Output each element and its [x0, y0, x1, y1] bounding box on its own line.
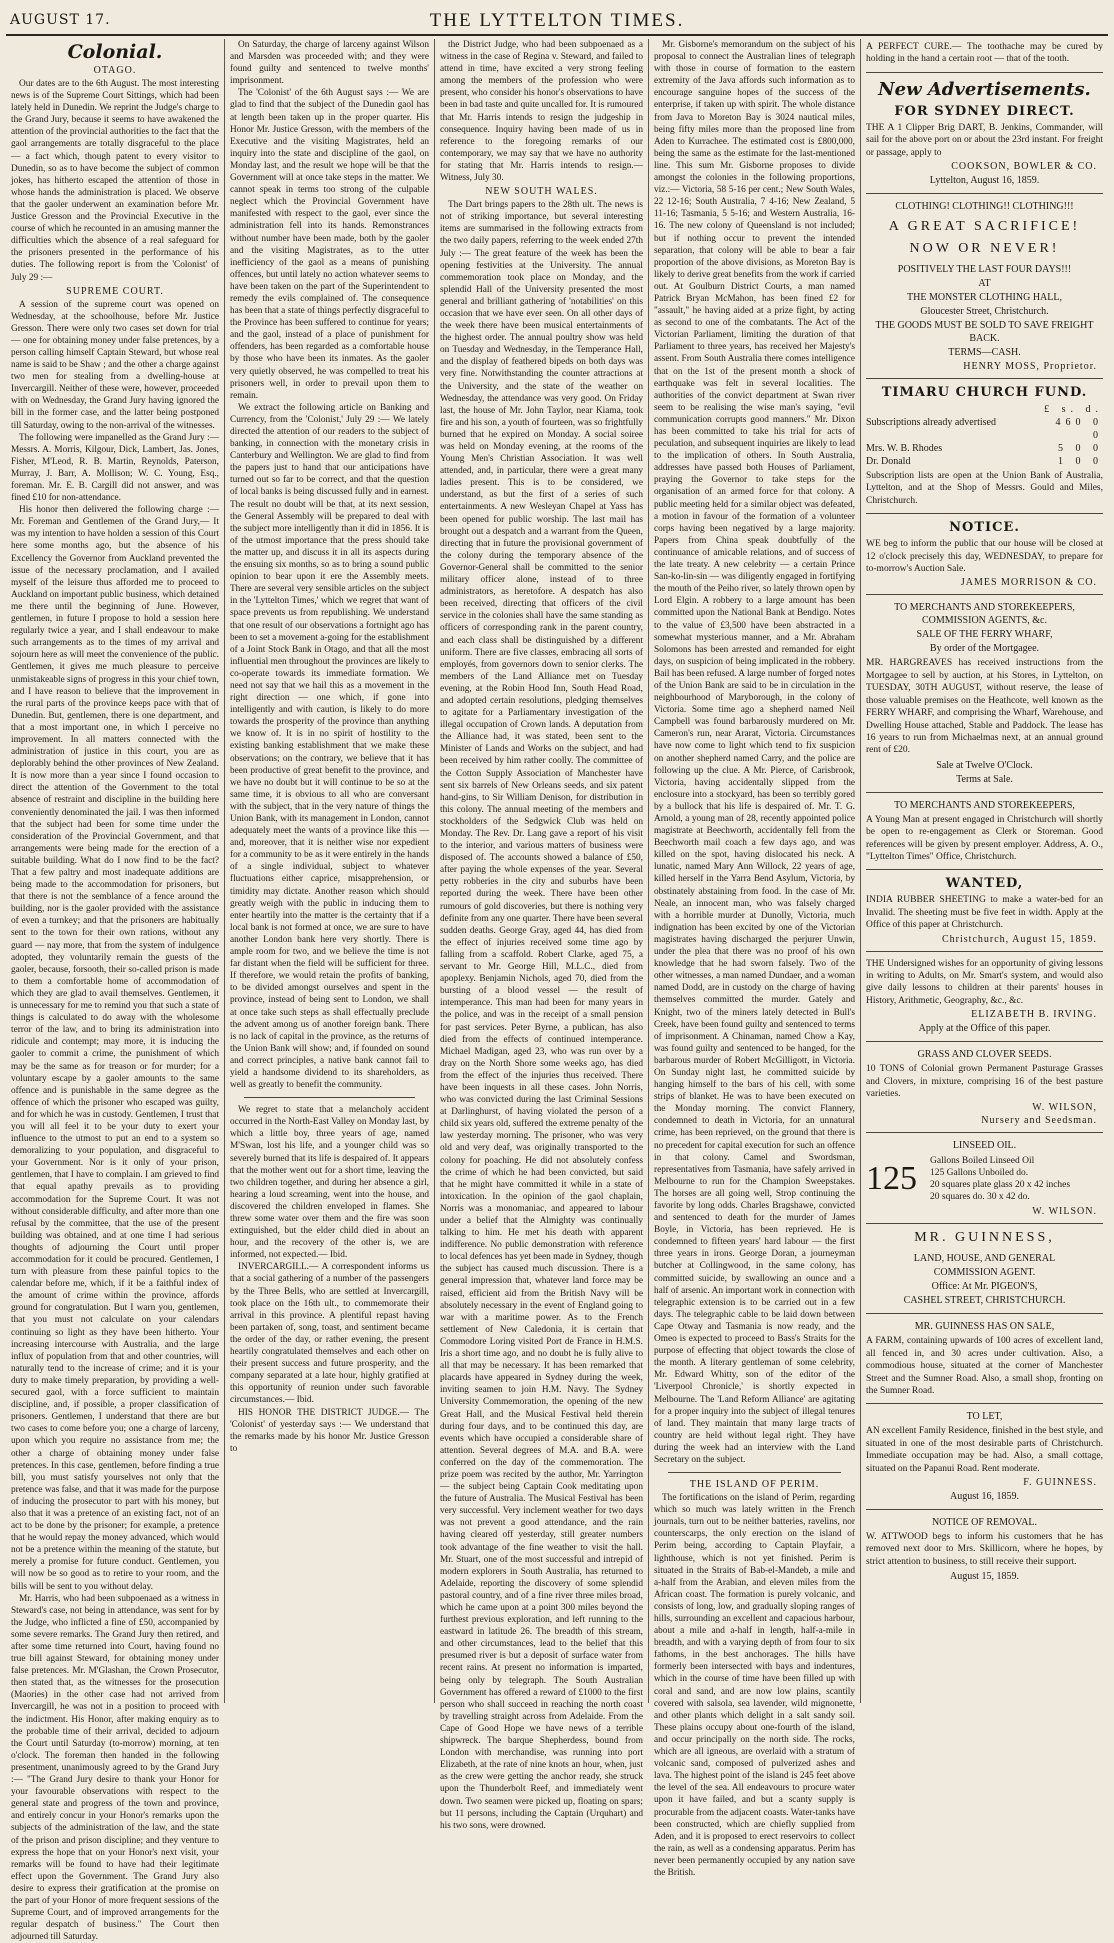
ad-ferry-body: MR. HARGREAVES has received instructions from the Mortgagee to sell by auction, at his Stores, in Lyttelton, on TUESDAY, 30TH AUGUST, without reserve, the lease of those valuable premises on the Heathcote, well known as the FERRY WHARF, and comprising the Wharf, Warehouse, and Dwelling House attached, Stable and Paddock. The lease has 16 years to run from Michaelmas next, at an annual ground rent of £20. — [866, 658, 1103, 756]
divider — [668, 1472, 841, 1473]
article-larceny: On Saturday, the charge of larceny against Wilson and Marsden was proceeded with; and they were found guilty and sentenced to twelve months' imprisonment. — [230, 40, 429, 87]
ad-clothing-l6: THE MONSTER CLOTHING HALL, — [907, 292, 1062, 304]
ad-wanted-body: INDIA RUBBER SHEETING to make a water-bed for an Invalid. The sheeting must be five feet in width. Apply at the Office of this paper at Christchurch. — [866, 895, 1103, 931]
article-accident: We regret to state that a melancholy accident occurred in the North-East Valley on Monday last, by which a little boy, three years of age, named M'Swan, lost his life, and a younger child was so severely burned that its life is despaired of. It appears that the mother went out for a short time, leaving the two children together, and during her absence a girl, hearing a loud screaming, went into the house, and discovered the children enveloped in flames. She threw some water over them and the fire was soon extinguished, but the elder child died in about an hour, and the recovery of the other is, we are informed, not expected.— Ibid. — [230, 1105, 429, 1261]
ad-tolet-title: TO LET, — [966, 1411, 1003, 1423]
article-island-of-perim: The fortifications on the island of Perim, regarding which so much was lately written in the French journals, turn out to be neither batteries, ravelins, nor counterscarps, the only erection on the island of Perim being, according to Captain Playfair, a lighthouse, which is not yet finished. Perim is situated in the Straits of Bab-el-Mandeb, a mile and a-half from the Arabian, and eleven miles from the African coast. The formation is purely volcanic, and consists of long, low, and gradually sloping ranges of hills, surrounding an excellent and capacious harbour, about a mile and a-half in length, half-a-mile in breadth, and with a varying depth of from four to six fathoms, in the best anchorages. The hills have formerly been intersected with bays and indentures, which in the course of time have been filled up with coral and sand, and are now low plains, scantily covered with salsola, sea lavender, wild mignonette, and other plants which delight in a salt sandy soil. These plains occupy about one-fourth of the island, and occur principally on the north side. The rocks, which are all igneous, are overlaid with a stratum of volcanic sand, composed of pulverized ashes and lava. The highest point of the island is 245 feet above the level of the sea. All endeavours to procure water upon it have failed, and but a scanty supply is procurable from the adjacent coasts. Water-tanks have been constructed, which are chiefly supplied from Aden, and it is proposed to erect reservoirs to collect the rain, as well as a condensing apparatus. Perim has never been permanently occupied by any nation save the British. — [654, 1493, 856, 1878]
ad-clothing-l3: NOW OR NEVER! — [909, 241, 1060, 257]
article-otago-intro: Our dates are to the 6th August. The most interesting news is of the Supreme Court Sittings, which had been lately held in Dunedin. We reprint the Judge's charge to the Grand Jury, because it seems to have awakened the attention of the provincial authorities to the fact that the gaol arrangements are totally disgraceful to the place — a fact which, though patent to every visitor to Dunedin, so as to have become the subject of common jokes, has hitherto escaped the attention of those in whose hands the administration is placed. We observe that the gaoler underwent an examination before Mr. Justice Gresson and the Provincial Executive in the course of which he recounted in an amusing manner the difficulties which the absence of a real safeguard for the prisoners presented in the performance of his duties. The following report is from the 'Colonist' of July 29 :— — [11, 79, 219, 283]
article-new-south-wales: The Dart brings papers to the 28th ult. The news is not of striking importance, but several interesting items are summarised in the following extracts from the two daily papers, referring to the week ended 27th July :— The great feature of the week has been the opening festivities at the University. The annual commemoration took place on Monday, and the splendid Hall of the University presented the most general and brilliant gathering of 'notabilities' on this occasion that we have ever seen. On all other days of the week there have been musical entertainments of the highest order. The annual poultry show was held on Tuesday and Wednesday, in the Temperance Hall, and the display of feathered bipeds on both days was very fine. Notwithstanding the counter attractions at the University, and the state of the weather on Wednesday, the attendance was very good. On Friday last, the house of Mr. John Taylor, near Kiama, took fire and his son, a youth of fourteen, was so frightfully burned that he expired on Monday. A social soiree was held on Monday evening, at the rooms of the Young Men's Christian Association. It was well attended, and, in particular, there were a great many ladies present. This is to be considered, we understand, as but the first of a series of such entertainments. A new Wesleyan Chapel at Yass has been opened for public worship. The last mail has brought out a despatch and a warrant from the Queen, directing that in future the provisional government of the colony during the temporary absence of the Governor-General shall be committed to the senior military officer alone, instead of to three administrators, as heretofore. A despatch has also been received, directing that officers of the civil service in the colonies shall have the same standing as officers of corresponding rank in the parent country, and each class shall be distinguished by a different uniform. There are five classes, embracing all sorts of employés, from governors down to senior clerks. The members of the Land Alliance met on Tuesday evening, at the Robin Hood Inn, South Head Road, and adopted certain resolutions, pledging themselves to agitate for a Parliamentary investigation of the illegal occupation of Crown lands. A deputation from the Alliance had, it was stated, been sent to the Minister of Lands and Works on the subject, and had been received by him rather coolly. The committee of the Cotton Supply Association of Manchester have sent six barrels of New Orleans seeds, and six patent hand-gins, to Sir William Denison, for distribution in this colony. The annual meeting of the members and stockholders of the Sedgwick Club was held on Monday. The Rev. Dr. Lang gave a report of his visit to the interior, and various matters of business were disposed of. The accounts showed a balance of £50, after paying the whole expenses of the year. Several petty robberies in the city and suburbs have been reported during the week. There have been other rumours of gold discoveries, but there is nothing very definite from any one quarter. There have been several sudden deaths. George Gray, aged 44, has died from the effect of injuries received some time ago by falling from a scaffold. Robert Clarke, aged 75, a servant to Mr. George Hill, M.L.C., died from apoplexy. Benjamin Nichols, aged 70, died from the bursting of a blood vessel — the result of intemperance. This man had been for many years in the police, and was in the receipt of a small pension for past services. Peter Byrne, a publican, has also died from the effects of continued intemperance. Michael Madigan, aged 23, who was run over by a dray on the North Shore some weeks ago, has died from the effect of the injuries thus received. There have been inquests in all these cases. John Norris, who was convicted during the last Criminal Sessions at Darlinghurst, of having violated the person of a child six years old, suffered the extreme penalty of the law yesterday morning. The prisoner, who was very old and very deaf, was originally transported to the colony for poaching. He did not absolutely confess the crime of which he had been convicted, but said that he might have committed it while in a state of intoxication. In the opinion of the gaol chaplain, Norris was a monomaniac, and appeared to labour under a belief that the Almighty was continually talking to him. He met his death with apparent indifference. No public demonstration with reference to local defences has yet been made in Sydney, though the subject has caused much discussion. There is a general impression that, whatever land force may be raised, efficient aid from the British Navy will be absolutely necessary in the event of England going to war with a maritime power. As to the French settlement of New Caledonia, it is certain that Commodore Loring visited Port de France in H.M.S. Iris a short time ago, and no doubt he is fully alive to all that may be necessary. It has been remarked that placards have appeared in Sydney during the week, inviting seamen to join H.M. Navy. The Sydney University Commemoration, the opening of the new Great Hall, and the Musical Festival held therein during four days, and to be continued this day, are events which have occupied a considerable share of attention. Several degrees of M.A. and B.A. were conferred on the day of the commemoration. The prize poem was recited by the author, Mr. Yarrington — the subject being Captain Cook meditating upon the future of Australia. The Musical Festival has been very successful. Very inclement weather for two days was not prevent a good attendance, and the rain having cleared off yesterday, still greater numbers took advantage of the fine weather to visit the hall. Mr. Stuart, one of the most successful and intrepid of modern explorers in South Australia, has returned to Adelaide, reporting the discovery of some splendid pastoral country, and of a fine river three miles broad, which he came upon at a point 300 miles beyond the furthest previous exploration, and left running to the eastward in latitude 26. The breadth of this stream, and other circumstances, lead to the belief that this presumed river is but a deposit of surface water from recent rains. At present no information is imparted, being only by telegraph. The South Australian Government has offered a reward of £1000 to the first person who shall succeed in reaching the north coast by travelling straight across from Adelaide. From the Cape of Good Hope we have news of a terrible shipwreck. The barque Shepherdess, bound from London with merchandise, was running into port Elizabeth, at the rate of nine knots an hour, when, just as the crew were getting the anchor ready, she struck upon the Thunderbolt Reef, and immediately went down. Two seamen were picked up, floating on spars; but 11 persons, including the Captain (Urquhart) and his two sons, were drowned. — [440, 200, 643, 1831]
article-supreme-court: A session of the supreme court was opened on Wednesday, at the schoolhouse, before Mr. Justice Gresson. There were only two cases set down for trial — one for obtaining money under false pretences, by a person calling himself Captain Steward, but whose real name is said to be Shaw ; and the other a charge against two men for stealing from a dwelling-house at Invercargill. Neither of these were, however, proceeded with on Wednesday, the Grand Jury having ignored the bill in the former case, and the latter being postponed till Saturday, owing to the non-arrival of the witnesses. — [11, 299, 219, 431]
ad-wanted-title: WANTED, — [945, 876, 1024, 892]
section-heading-colonial: Colonial. — [67, 41, 163, 63]
divider — [866, 1132, 1103, 1133]
article-judge-charge: His honor then delivered the following charge :— Mr. Foreman and Gentlemen of the Grand Jury,— It was my intention to have holden a session of this Court here some months ago, but the absence of his Excellency the Governor from Auckland prevented the issue of the necessary proclamation, and I availed myself of the leisure thus afforded me to proceed to Auckland on important public business, which detained me there until the beginning of June. However, gentlemen, in future I propose to hold a session here regularly twice a year, and I shall endeavour to make such arrangements as to the times of my arrival and sojourn here as will meet the convenience of the public. Gentlemen, it gives me much pleasure to perceive unmistakeable signs of progress in this your chief town, and I have reason to believe that the improvement in the rural parts of the province keeps pace with that of Dunedin. But, gentlemen, there is one department, and that a most important one, in which I perceive no improvement. In all matters connected with the administration of justice in this court, you are as deplorably behind the other provinces of New Zealand. It is now more than a year since I found occasion to direct the attention of the Government to the total absence of restraint and discipline in the building here conveniently denominated the jail. I was then informed that the subject had been for some time under the consideration of the Provincial Government, and that arrangements were being made for the erection of a suitable building. What do I now find to be the fact? That a few paltry and most inadequate additions are being made to the accommodation for prisoners, but that there is not the semblance of a fence around the building, nor is the gaoler provided with the assistance of even a turnkey; and that the prisoners are habitually sent to the town for their own rations, without any guard — nay more, that from the system of indulgence adopted, they voluntarily remain the guests of the gaoler, because, forsooth, their so-called prison is made to them a comfortable home of accommodation of which they are glad to avail themselves. Gentlemen, it is unnecessary for me to remind you that such a state of things is calculated to do away with the wholesome terror of the law, and to bring its administration into ridicule and contempt; may more, it is inducing the gaoler to commit a crime, the punishment of which may be the same as for treason or for murder; for a voluntary escape by a gaoler amounts to the same offence and is punishable in the same degree as the offence of which the prisoner who escaped was guilty, and for which he was in custody. Gentlemen, I trust that you will all feel it to be your duty to exert your influence to the utmost to put an end to a system so demoralizing to your population, and disgraceful to your Government. Nor is it only of your prison, gentlemen, that I have to complain. I am grieved to find that equal apathy prevails as to providing accommodation for the Supreme Court. It was not without considerable difficulty, and after more than one refusal by the committee, that the use of the present building was obtained, and at one time I had serious thoughts of adjourning the Court until proper accommodation for it could be procured. Gentlemen, I turn with pleasure from these painful topics to the calendar before me, which, if it be a faithful index of the amount of crime within the province, affords ground for congratulation. But I warn you, gentlemen, that you must not calculate on your calendars continuing so light as they have been hitherto. Your increasing intercourse with Australia, and the large influx of population from that and other countries, will naturally tend to the increase of crime; and it is your duty to make timely preparation, by providing a well-secured gaol, with a force sufficient to maintain discipline, and, if possible, a proper classification of prisoners. Gentlemen, I understand that there are but two cases to come before you; one a charge of larceny, upon which you require no assistance from me; the other a charge of obtaining money under false pretences. In this case, gentlemen, before finding a true bill, you must satisfy yourselves not only that the pretence was false, and that it was made for the purpose of inducing the prosecutor to part with his money, but also that it was a pretence of an existing fact, not of an act to be done by the prisoner; for example, a pretence that he would repay the money advanced, which would not be a pretence within the meaning of the statute, but merely a promise for future conduct. Gentlemen, you will now be so good as to retire to your room, and the bills will be sent to you without delay. — [11, 505, 220, 1592]
ad-notice-title: NOTICE. — [949, 520, 1020, 536]
ad-clothing-l5: AT — [978, 278, 991, 290]
ad-irving-body: THE Undersigned wishes for an opportunity of giving lessons in writing to Adults, on Mr. Smart's system, and would also give daily lessons to children at their parents' houses in History, Arithmetic, Geography, &c., &c. — [866, 958, 1103, 1006]
issue-date: AUGUST 17. — [10, 12, 111, 28]
divider — [866, 378, 1103, 379]
article-dunedin-gaol: The 'Colonist' of the 6th August says :— We are glad to find that the subject of the Dunedin gaol has at length been taken up in the proper quarter. His Honor Mr. Justice Gresson, with the members of the Executive and the visiting Magistrates, held an inquiry into the state and discipline of the gaol, on Monday last, and the result we hope will be that the Government will at once take steps in the matter. We cannot speak in terms too strong of the culpable neglect which the Provincial Government have manifested with respect to the gaol, ever since the administration fell into its hands. Remonstrances without number have been made, both by the gaoler and the visiting Magistrates, as to the utter inefficiency of the gaol as a means of punishing offences, but until lately no action whatever seems to have been taken on the part of the Superintendent to remedy the evils complained of. The consequence has been that a state of things perfectly disgraceful to the Province has been suffered to continue for years; and the gaol, instead of a place of punishment for offenders, has been regarded as a comfortable house by those who have been its inmates. As the gaoler very quietly observed, he was compelled to treat his prisoners well, in order to prevail upon them to remain. — [230, 88, 429, 401]
column-5-advertisements — [861, 39, 1108, 1703]
ad-clothing-l7: Gloucester Street, Christchurch. — [920, 306, 1049, 318]
divider — [866, 1509, 1103, 1510]
ad-grass-title: GRASS AND CLOVER SEEDS. — [917, 1049, 1052, 1061]
ad-removal-body: W. ATTWOOD begs to inform his customers that he has removed next door to Mrs. Skillicorn, where he hopes, by strict attention to business, to still receive their support. — [866, 1532, 1103, 1567]
ad-timaru-title: TIMARU CHURCH FUND. — [881, 385, 1088, 401]
ad-merchants-body: A Young Man at present engaged in Christchurch will shortly be open to re-engagement as Clerk or Storeman. Good references will be given by present employer. Address, A. O., "Lyttelton Times" Office, Christchurch. — [866, 814, 1103, 862]
ad-merchants-hdr: TO MERCHANTS AND STOREKEEPERS, — [894, 799, 1075, 811]
ad-tolet-sign: F. GUINNESS. — [1023, 1477, 1097, 1489]
ad-grass-body: 10 TONS of Colonial grown Permanent Pasturage Grasses and Clovers, in mixture, comprising 16 of the best pasture varieties. — [866, 1064, 1103, 1099]
subheading-supreme-court: SUPREME COURT. — [66, 285, 164, 297]
subheading-island-of-perim: THE ISLAND OF PERIM. — [689, 1479, 820, 1491]
ad-grass-sign: W. WILSON, — [1032, 1102, 1097, 1114]
ad-linseed-number: 125 — [866, 1160, 917, 1198]
list-item: 20 squares do. 30 x 42 do. — [930, 1192, 1030, 1203]
ad-removal-title: NOTICE OF REMOVAL. — [931, 1517, 1038, 1529]
divider — [866, 1403, 1103, 1404]
divider — [866, 1313, 1103, 1314]
ad-ferry-title: SALE OF THE FERRY WHARF, — [916, 629, 1053, 641]
ad-ferry-by: By order of the Mortgagee. — [929, 643, 1040, 655]
fund-row: Mrs. W. B. Rhodes 5 0 0 — [866, 443, 1103, 455]
ad-wanted-date: Christchurch, August 15, 1859. — [942, 933, 1097, 945]
list-item: Gallons Boiled Linseed Oil — [930, 1156, 1035, 1167]
divider — [866, 951, 1103, 952]
subheading-otago: OTAGO. — [93, 65, 137, 76]
article-banking: We extract the following article on Banking and Currency, from the 'Colonist,' July 29 :— We lately directed the attention of our readers to the subject of banking, in connection with the monetary crisis in Canterbury and Wellington. We are glad to find from the papers just to hand that our anticipations have turned out so far to be correct, and that the question of local banks is being discussed fully and in earnest. The result no doubt will be that, at its next session, the General Assembly will be prepared to deal with the subject more intelligently than it did in 1856. It is of the utmost importance that the press should take the matter up, and discuss it in all its aspects during the ensuing six months, so as to bring a sound public opinion to bear upon it ere the Assembly meets. There are several very sensible articles on the subject in the 'Lyttelton Times,' which we regret that want of space prevents us from republishing. We understand that one result of our observations a fortnight ago has been to set a movement a-going for the establishment of a Joint Stock Bank in Otago, and that all the most influential men throughout the provinces are likely to co-operate towards its immediate formation. We need not say that we hail this as a movement in the right direction — one which, if gone into intelligently and with caution, is likely to do more towards the prosperity of the province than anything we know of. It is in no spirit of hostility to the existing banking establishment that we make these observations; on the contrary, we believe that it has been productive of great benefit to the province, and we have no doubt but it will continue to be so at the same time, it is obvious to all who are conversant with the subject, that in the very nature of things the Union Bank, with its management in London, cannot adequately meet the wants of a province like this — and, moreover, that it is neither wise nor expedient for a community to be as it were entirely in the hands of a single individual, subject to whatever fluctuations either caprice, misapprehension, or timidity may dictate. Another reason which should greatly weigh with the public in inducing them to enter heartily into the matter is the certainty that if a local bank is not formed at once, we are sure to have another London bank here very shortly. There is ample room for two, and we believe the time is not far distant when the field will be sufficient for three. If therefore, we would retain the profits of banking, to be divided amongst ourselves and spent in the province, instead of being sent to London, we shall at once take such steps as shall effectually preclude the advent among us of another foreign bank. There is no lack of capital in the province, as the returns of the Union Bank will show; and, if founded on sound and correct principles, a native bank cannot fail to yield a handsome dividend to its shareholders, as well as greatly to benefit the community. — [230, 402, 429, 1091]
fund-row: Dr. Donald 1 0 0 — [866, 456, 1103, 468]
new-advertisements-heading: New Advertisements. — [878, 78, 1091, 100]
ad-guinness-l3: COMMISSION AGENT. — [933, 1267, 1036, 1279]
masthead — [6, 8, 1108, 36]
ad-linseed-title: LINSEED OIL. — [952, 1140, 1017, 1152]
column-1 — [6, 39, 225, 1943]
ad-sale-title: MR. GUINNESS HAS ON SALE, — [914, 1321, 1055, 1333]
ad-linseed-sign: W. WILSON. — [1032, 1206, 1097, 1218]
column-3 — [435, 39, 649, 1831]
divider — [866, 792, 1103, 793]
article-district-judge-cont: the District Judge, who had been subpoenaed as a witness in the case of Regina v. Steward, and failed to attend in time, have excited a very strong feeling among the members of the profession who were present, who consider his honor's observations to have been in bad taste and quite uncalled for. It is rumoured that Mr. Harris intends to resign the judgeship in consequence. Inquiry having been made of us in reference to the foregoing remarks of our contemporary, we may say that we have no authority for stating that Mr. Harris intends to resign.— Witness, July 30. — [440, 40, 643, 184]
divider — [866, 869, 1103, 870]
divider — [244, 1097, 415, 1098]
article-court-adjourned: Mr. Harris, who had been subpoenaed as a witness in Steward's case, not being in attendance, was sent for by the Judge, who inflicted a fine of £50, accompanied by some severe remarks. The Grand Jury then retired, and after some time returned into Court, having found no true bill against Steward, for obtaining money under false pretences. Mr. M'Glashan, the Crown Prosecutor, then stated that, as the witnesses for the prosecution (Maories) in the other case had not arrived from Invercargill, he was not in a position to proceed with the indictment. His Honor, after making enquiry as to the probable time of their arrival, decided to adjourn the Court until Saturday (to-morrow) morning, at ten o'clock. The foreman then handed in the following presentment, unanimously agreed to by the Grand Jury :— "The Grand Jury desire to thank your Honor for your favourable observations with respect to the general state and progress of the town and province, and entirely concur in your Honor's remarks upon the subjects of the administration of the law, and the state of the prison and prison discipline; and they venture to express the hope that on your Honor's next visit, your remarks will be found to have had their legitimate effect upon the Government. The Grand Jury also desire to express their gratification at the promise on the part of your Honor of more frequent sessions of the Supreme Court, and of improved arrangements for the regular despatch of business." The Court then adjourned till Saturday. — [11, 1593, 219, 1943]
ad-sydney-place: Lyttelton, August 16, 1859. — [929, 175, 1040, 187]
fund-row: Subscriptions already advertised 460 0 0 — [866, 417, 1103, 442]
divider — [866, 1041, 1103, 1042]
article-invercargill: INVERCARGILL.— A correspondent informs us that a social gathering of a number of the passengers by the Three Bells, who are settled at Invercargill, took place on the 16th ult., to commemorate their arrival in this province. A plentiful repast having been partaken of, song, toast, and sentiment became the order of the day, or rather evening, the present heartily congratulated themselves and each other on their present success and future prosperity, and the company separated at a late hour, highly gratified at this opportunity of reunion under such favorable circumstances.— Ibid. — [230, 1262, 429, 1406]
divider — [866, 513, 1103, 514]
ad-clothing-l1: CLOTHING! CLOTHING!! CLOTHING!!! — [895, 201, 1074, 213]
ad-linseed-list — [930, 1155, 1070, 1203]
column-4 — [649, 39, 861, 1878]
ad-sydney-body: THE A 1 Clipper Brig DART, B. Jenkins, Commander, will sail for the above port on or about the 23rd instant. For freight or passage, apply to — [866, 122, 1103, 158]
column-2 — [225, 39, 435, 1703]
ad-linseed-block — [866, 1155, 1103, 1203]
ad-irving-sign: ELIZABETH B. IRVING. — [971, 1009, 1097, 1021]
ad-clothing-l9: TERMS—CASH. — [948, 347, 1021, 359]
ad-sydney-title: FOR SYDNEY DIRECT. — [894, 103, 1075, 119]
ad-ferry-time: Sale at Twelve O'Clock. — [936, 759, 1033, 771]
ad-clothing-l4: POSITIVELY THE LAST FOUR DAYS!!! — [897, 264, 1072, 276]
ad-guinness-l1: MR. GUINNESS, — [914, 1230, 1055, 1246]
ad-sydney-agent: COOKSON, BOWLER & CO. — [951, 161, 1097, 173]
ad-ferry-terms: Terms at Sale. — [956, 773, 1013, 785]
ad-grass-sub: Nursery and Seedsman. — [981, 1115, 1097, 1127]
divider — [866, 1223, 1103, 1224]
ad-guinness-l2: LAND, HOUSE, AND GENERAL — [913, 1253, 1056, 1265]
columns — [6, 39, 1108, 1943]
article-telegraph-memorandum: Mr. Gisborne's memorandum on the subject of his proposal to connect the Australian lines of telegraph with those in course of formation to the eastern extremity of the Java affords such information as to encourage sanguine hopes of the success of the enterprise, if taken up with spirit. The whole distance from Java to Moreton Bay is 3024 nautical miles, being fifty miles more than the proposed line from Aden to Kurrachee. The estimated cost is £800,000, being the same as the estimate for the last-mentioned line. This sum Mr. Gisborne proposes to divide amongst the colonies in the following proportions, viz.:— Victoria, 58 5-16 per cent.; New South Wales, 22 12-16; South Australia, 7 4-16; New Zealand, 5 11-16; Tasmania, 5 5-16; and Western Australia, 16-16. The new colony of Queensland is not included; but if nothing occur to prevent the intended separation, that colony will be able to bear a fair proportion of the above divisions, as Moreton Bay is likely to derive great benefits from the work if carried out. At Goulburn District Courts, a man named Patrick Bryan McMahon, has been fined £2 for "assault," he having aided at a prize fight, by acting as second to one of the combatants. The Act of the Victorian Parliament, limiting the duration of that Parliament to three years, has received her Majesty's assent. From South Australia there comes intelligence that on the 1st of the present month a shock of earthquake was felt in several localities. The authorities of the convict department at Swan river seem to be realising the wise man's saying, "evil communication corrupts good manners." Mr. Dixon has been committed to take his trial for acts of peculation, and subsequent inquiries are likely to lead to the implication of others. In South Australia, addresses have passed both Houses of Parliament, praying the Governor to take steps for the organisation of an armed force for that colony. A public meeting held for a similar object was defeated, a motion in favour of the formation of a volunteer corps having been negatived by a large majority. Papers from China speak doubtfully of the continuance of amicable relations, and of success of the late treaty. A new celebrity — a certain Prince San-ko-lin-sin — was diligently engaged in fortifying the mouth of the Peiho river, so lately thrown open by Lord Elgin. A robbery to a large amount has been committed upon the National Bank at Bendigo. Notes to the value of £3,500 have been abstracted in a somewhat mysterious manner, and a Mr. Abraham Solomons has been arrested and remanded for eight days, on suspicion of being implicated in the robbery. Bail has been refused. A large number of forged notes of the Union Bank are said to be in circulation in the neighbourhood of Maryborough, in the colony of Victoria. Some time ago a shepherd named Neil Campbell was found barbarously murdered on Mr. Cameron's run, near Ararat, Victoria. Circumstances have now come to light which tend to fix suspicion on another shepherd named Carry, and the police are following up the clue. A Mr. Pierce, of Carisbrook, Victoria, having accidentally slipped from the enclosure into a stockyard, has been so terribly gored by a bullock that his life is despaired of. Mr. T. G. Arnold, a young man of 28, recently appointed police magistrate at Beechworth, accidentally fell from the Beechworth mail coach a few days ago, and was killed on the spot, having dislocated his neck. A lunatic, named Mary Ann Willock, 22 years of age, killed herself in the Yarra Bend Asylum, Victoria, by obstinately abstaining from food. In the case of Mr. Neale, an innocent man, who was falsely charged with a horrible murder at Dunolly, Victoria, much indignation has been excited by one of the Victorian magistrates having discharged the perjurer Unwin, under the plea that there was no proof of his own knowledge that he had sworn falsely. Two of the other witnesses, a man named Dundaer, and a woman named Dodd, are in custody on the charge of having themselves committed the murder. Gately and Knight, two of the miners lately detected in Bull's Creek, have been found guilty and sentenced to terms of imprisonment. A Chinaman, named Chow a Kay, was found guilty and sentenced to be hanged, for the barbarous murder of Robert McGilligott, in Victoria. On Sunday night last, he committed suicide by hanging himself to the bars of his cell, with some strips of blanket. He was to have been executed on the Monday morning. The convict Flannery, condemned to death in Victoria, for an unnatural crime, has been reprieved, on the ground that there is no precedent for capital execution for such an offence in that colony. Camel and Swordsman, representatives from Tasmania, have safely arrived in Melbourne to run for the Champion Sweepstakes. The horses are all going well, Strop continuing the favorite by long odds. Charles Bragshawe, convicted and sentenced to death for the murder of James Boyle, in Victoria, has been reprieved. He is condemned to fifteen years' hard labour — the first three years in irons. George Doran, a journeyman butcher at Collingwood, in the same colony, has committed suicide, by swallowing an ounce and a half of arsenic. An important work in connection with telegraphic extension is to be carried out in a few days. The telegraphic cable to be laid down between Cape Otway and Tasmania is now ready, and the Omeo is expected to proceed to Bass's Straits for the purpose of effecting that object towards the close of the month. A literary gentleman of some celebrity, Mr. Edward Whitty, son of the editor of the 'Liverpool Chronicle,' is shortly expected in Melbourne. The 'Land Reform Alliance' are agitating for a proper inquiry into the subject of illegal tenures of land. They maintain that many large tracts of country are held without legal right. They have during the week had an interview with the Land Secretary on the subject. — [654, 40, 855, 1465]
perfect-cure-snippet: A PERFECT CURE.— The toothache may be cured by holding in the hand a certain root — that of the tooth. — [866, 42, 1103, 65]
ad-guinness-l4: Office: At Mr. PIGEON'S, — [931, 1281, 1038, 1293]
ad-removal-date: August 15, 1859. — [950, 1571, 1019, 1583]
ad-notice-body: WE beg to inform the public that our house will be closed at 12 o'clock precisely this day, WEDNESDAY, to prepare for to-morrow's Auction Sale. — [866, 539, 1103, 575]
ad-guinness-l5: CASHEL STREET, CHRISTCHURCH. — [903, 1295, 1066, 1307]
divider — [866, 72, 1103, 73]
ad-timaru-note: Subscription lists are open at the Union Bank of Australia, Lyttelton, and at the Shop of Messrs. Gould and Miles, Christchurch. — [866, 471, 1103, 506]
ad-sale-body: A FARM, containing upwards of 100 acres of excellent land, all fenced in, and 30 acres under cultivation. Also, a commodious house, situated at the corner of Manchester Street and the Sumner Road. Also, a small shop, fronting on the Sumner Road. — [866, 1336, 1103, 1397]
list-item: 125 Gallons Unboiled do. — [930, 1168, 1029, 1179]
ad-clothing-l8: THE GOODS MUST BE SOLD TO SAVE FREIGHT BACK. — [875, 320, 1094, 345]
list-item: 20 squares plate glass 20 x 42 inches — [930, 1180, 1071, 1191]
ad-clothing-l2: A GREAT SACRIFICE! — [888, 219, 1081, 235]
ad-tolet-date: August 16, 1859. — [950, 1491, 1019, 1503]
divider — [866, 594, 1103, 595]
fund-currency-header: £ s. d. — [1044, 404, 1103, 416]
ad-irving-apply: Apply at the Office of this paper. — [918, 1023, 1051, 1035]
ad-ferry-hdr: TO MERCHANTS AND STOREKEEPERS, COMMISSION AGENTS, &c. — [894, 602, 1075, 627]
divider — [866, 193, 1103, 194]
subheading-new-south-wales: NEW SOUTH WALES. — [485, 186, 598, 198]
newspaper-title: THE LYTTELTON TIMES. — [429, 10, 685, 31]
ad-tolet-body: AN excellent Family Residence, finished in the best style, and situated in one of the most desirable parts of Christchurch. Immediate occupation may be had. Also, a small cottage, situated on the Papanui Road. Rent moderate. — [866, 1426, 1103, 1474]
ad-notice-sign: JAMES MORRISON & CO. — [960, 577, 1097, 589]
ad-clothing-l10: HENRY MOSS, Proprietor. — [963, 361, 1097, 373]
article-district-judge: HIS HONOR THE DISTRICT JUDGE.— The 'Colonist' of yesterday says :— We understand that the remarks made by his honor Mr. Justice Gresson to — [230, 1407, 429, 1454]
article-grand-jury: The following were impanelled as the Grand Jury :— Messrs. A. Morris, Kilgour, Dick, Lambert, Jas. Jones, Fisher, M'Leod, R. B. Martin, Reynolds, Paterson, Murray, J. Barr, A. Mollison; W. C. Young, Esq., foreman. Mr. E. B. Cargill did not answer, and was fined £10 for non-attendance. — [11, 432, 219, 504]
